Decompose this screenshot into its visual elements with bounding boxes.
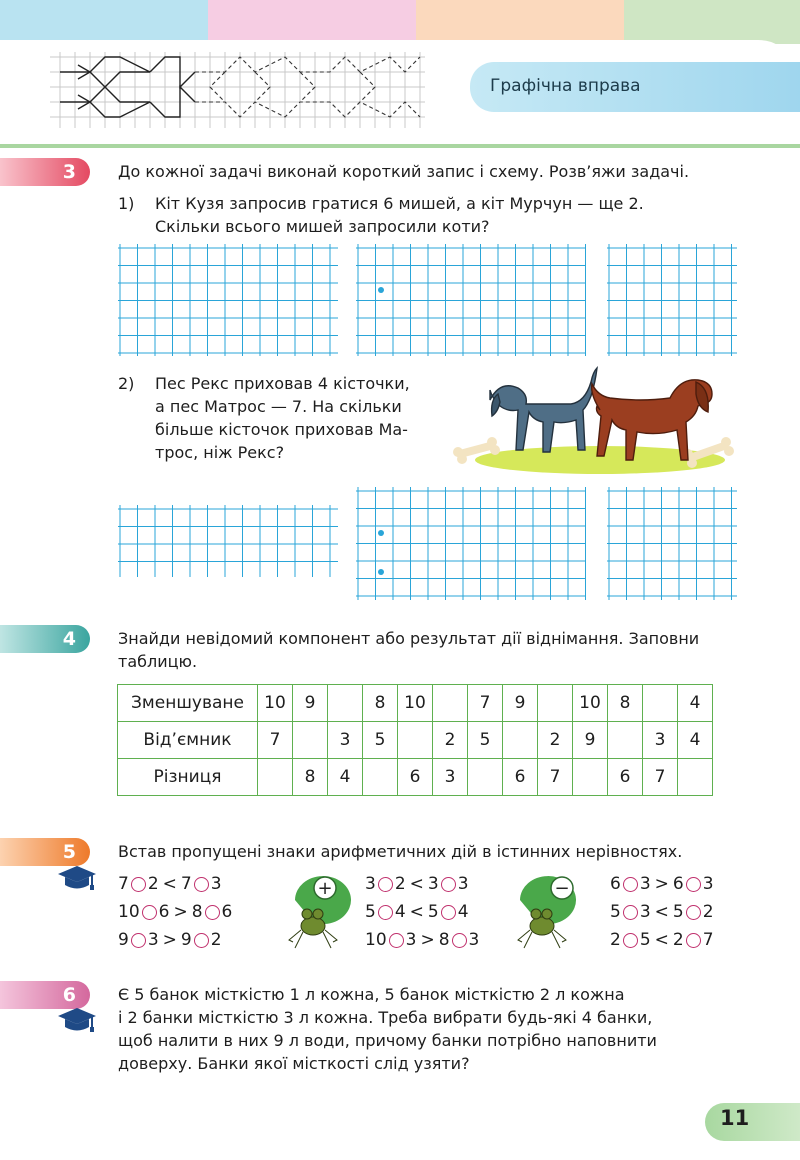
inequality-number: 9 [118,930,129,950]
inequality-number: 7 [118,874,129,894]
answer-grid-solution-1[interactable] [607,244,737,356]
table-cell: 8 [608,685,643,722]
table-row-header: Від’ємник [118,722,258,759]
table-row [118,685,713,722]
inequality-number: 5 [610,902,621,922]
inequality-number: 5 [672,902,684,922]
inequality-number: 6 [158,902,170,922]
task-badge-6: 6 [0,981,90,1009]
inequality-number: 10 [118,902,140,922]
table-cell: 10 [258,685,293,722]
sign-placeholder-circle[interactable] [686,905,701,920]
task3-problem2-line4: трос, ніж Рекс? [155,443,285,462]
table-cell[interactable] [398,722,433,759]
inequality-number: 7 [702,930,714,950]
sign-placeholder-circle[interactable] [623,933,638,948]
sign-placeholder-circle[interactable] [131,877,146,892]
task3-instruction: До кожної задачі виконай короткий запис і схему. Розв’яжи задачі. [118,162,690,181]
inequality-number: 2 [672,930,684,950]
inequality [118,899,232,925]
table-cell: 8 [293,759,328,796]
table-cell: 7 [468,685,503,722]
table-cell: 10 [398,685,433,722]
subtraction-table [117,684,713,796]
sign-placeholder-circle[interactable] [378,877,393,892]
sign-placeholder-circle[interactable] [205,905,220,920]
sign-placeholder-circle[interactable] [441,877,456,892]
task3-problem1-number: 1) [118,194,135,213]
task4-instruction-line2: таблицю. [118,652,198,671]
table-cell: 3 [643,722,678,759]
table-cell[interactable] [573,759,608,796]
table-cell: 7 [258,722,293,759]
task6-line4: доверху. Банки якої місткості слід узяти? [118,1054,470,1073]
table-row-header: Різниця [118,759,258,796]
task6-line1: Є 5 банок місткістю 1 л кожна, 5 банок місткістю 2 л кожна [118,985,625,1004]
inequality-number: 3 [210,874,222,894]
inequality-number: 2 [610,930,621,950]
gray-dog-icon [490,368,597,452]
table-cell[interactable] [503,722,538,759]
table-cell[interactable] [293,722,328,759]
table-cell: 5 [363,722,398,759]
inequality-number: 6 [672,874,684,894]
table-cell[interactable] [678,759,713,796]
page-number: 11 [720,1106,750,1130]
task6-line2: і 2 банки місткістю 3 л кожна. Треба вибрати будь-які 4 банки, [118,1008,653,1027]
table-cell: 7 [643,759,678,796]
inequality-relation: > [173,902,188,922]
header-strip-blue [0,0,208,44]
answer-grid-scheme-1[interactable] [356,244,586,356]
inequality-number: 3 [405,930,417,950]
answer-grid-solution-2[interactable] [607,487,737,600]
inequality-number: 4 [457,902,469,922]
answer-grid-short-record-2[interactable] [118,505,338,577]
header-strip-green [624,0,800,44]
table-cell: 4 [678,685,713,722]
table-cell: 2 [433,722,468,759]
inequality-number: 9 [180,930,192,950]
table-cell: 6 [398,759,433,796]
table-cell: 9 [573,722,608,759]
inequality-relation: < [654,902,669,922]
sign-placeholder-circle[interactable] [389,933,404,948]
table-cell: 10 [573,685,608,722]
sign-placeholder-circle[interactable] [623,877,638,892]
inequality-relation: > [162,930,177,950]
header-title: Графічна вправа [490,76,641,96]
sign-placeholder-circle[interactable] [131,933,146,948]
sign-placeholder-circle[interactable] [142,905,157,920]
task6-line3: щоб налити в них 9 л води, причому банки потрібно наповнити [118,1031,657,1050]
dogs-illustration [450,360,740,475]
inequality-number: 3 [427,874,439,894]
sign-placeholder-circle[interactable] [194,877,209,892]
inequality [365,899,469,925]
sign-placeholder-circle[interactable] [194,933,209,948]
task-badge-5: 5 [0,838,90,866]
table-cell: 3 [433,759,468,796]
table-cell[interactable] [538,685,573,722]
inequality-number: 3 [702,874,714,894]
inequality-number: 3 [468,930,480,950]
table-cell: 9 [293,685,328,722]
sign-placeholder-circle[interactable] [686,933,701,948]
inequality-relation: < [409,874,424,894]
inequality-number: 2 [147,874,159,894]
table-cell: 6 [503,759,538,796]
inequality-relation: < [162,874,177,894]
answer-grid-short-record-1[interactable] [118,244,338,356]
graphic-exercise-pattern [50,52,425,128]
inequality-number: 5 [639,930,651,950]
table-row-header: Зменшуване [118,685,258,722]
table-cell[interactable] [258,759,293,796]
sign-placeholder-circle[interactable] [441,905,456,920]
sign-placeholder-circle[interactable] [623,905,638,920]
task3-problem1-line2: Скільки всього мишей запросили коти? [155,217,490,236]
inequality-number: 8 [191,902,203,922]
inequality-number: 6 [221,902,233,922]
header-strip-pink [208,0,416,44]
table-cell: 5 [468,722,503,759]
task3-problem2-line3: більше кісточок приховав Ма- [155,420,408,439]
table-row [118,722,713,759]
frog-minus-icon [510,872,590,954]
inequality [610,927,714,953]
inequality-number: 3 [365,874,376,894]
task3-problem2-number: 2) [118,374,135,393]
table-cell[interactable] [328,685,363,722]
frog-plus-sign: + [317,878,333,899]
inequality-number: 3 [639,902,651,922]
frog-minus-sign: − [554,878,570,899]
inequality-relation: > [654,874,669,894]
table-cell: 7 [538,759,573,796]
table-cell: 3 [328,722,363,759]
inequality-number: 3 [457,874,469,894]
frog-plus-icon [285,872,365,954]
task3-problem2-line1: Пес Рекс приховав 4 кісточки, [155,374,410,393]
task4-instruction-line1: Знайди невідомий компонент або результат дії віднімання. Заповни [118,629,700,648]
inequality-number: 3 [639,874,651,894]
inequality-relation: < [409,902,424,922]
inequality-number: 2 [394,874,406,894]
table-row [118,759,713,796]
inequality-number: 4 [394,902,406,922]
inequality [365,927,479,953]
inequality-number: 7 [180,874,192,894]
sign-placeholder-circle[interactable] [452,933,467,948]
header-divider [0,144,800,148]
inequality [365,871,469,897]
task3-problem2-line2: а пес Матрос — 7. На скільки [155,397,402,416]
table-cell[interactable] [608,722,643,759]
table-cell: 4 [678,722,713,759]
task3-problem1-line1: Кіт Кузя запросив гратися 6 мишей, а кіт Мурчун — ще 2. [155,194,644,213]
inequality-number: 2 [210,930,222,950]
inequality-number: 5 [365,902,376,922]
answer-grid-scheme-2[interactable] [356,487,586,600]
sign-placeholder-circle[interactable] [378,905,393,920]
table-cell: 2 [538,722,573,759]
inequality [118,927,222,953]
inequality-relation: > [420,930,435,950]
inequality [610,871,714,897]
table-cell: 4 [328,759,363,796]
inequality-number: 5 [427,902,439,922]
sign-placeholder-circle[interactable] [686,877,701,892]
inequality-number: 6 [610,874,621,894]
inequality-number: 3 [147,930,159,950]
table-cell: 9 [503,685,538,722]
table-cell: 8 [363,685,398,722]
inequality-number: 8 [438,930,450,950]
graduation-cap-icon [56,1006,98,1034]
header-strip-peach [416,0,624,44]
inequality-number: 2 [702,902,714,922]
table-cell[interactable] [363,759,398,796]
table-cell[interactable] [643,685,678,722]
inequality [610,899,714,925]
table-cell[interactable] [468,759,503,796]
task-badge-4: 4 [0,625,90,653]
table-cell: 6 [608,759,643,796]
inequality [118,871,222,897]
graduation-cap-icon [56,864,98,892]
table-cell[interactable] [433,685,468,722]
task-badge-3: 3 [0,158,90,186]
inequality-relation: < [654,930,669,950]
inequality-number: 10 [365,930,387,950]
task5-instruction: Встав пропущені знаки арифметичних дій в істинних нерівностях. [118,842,683,861]
